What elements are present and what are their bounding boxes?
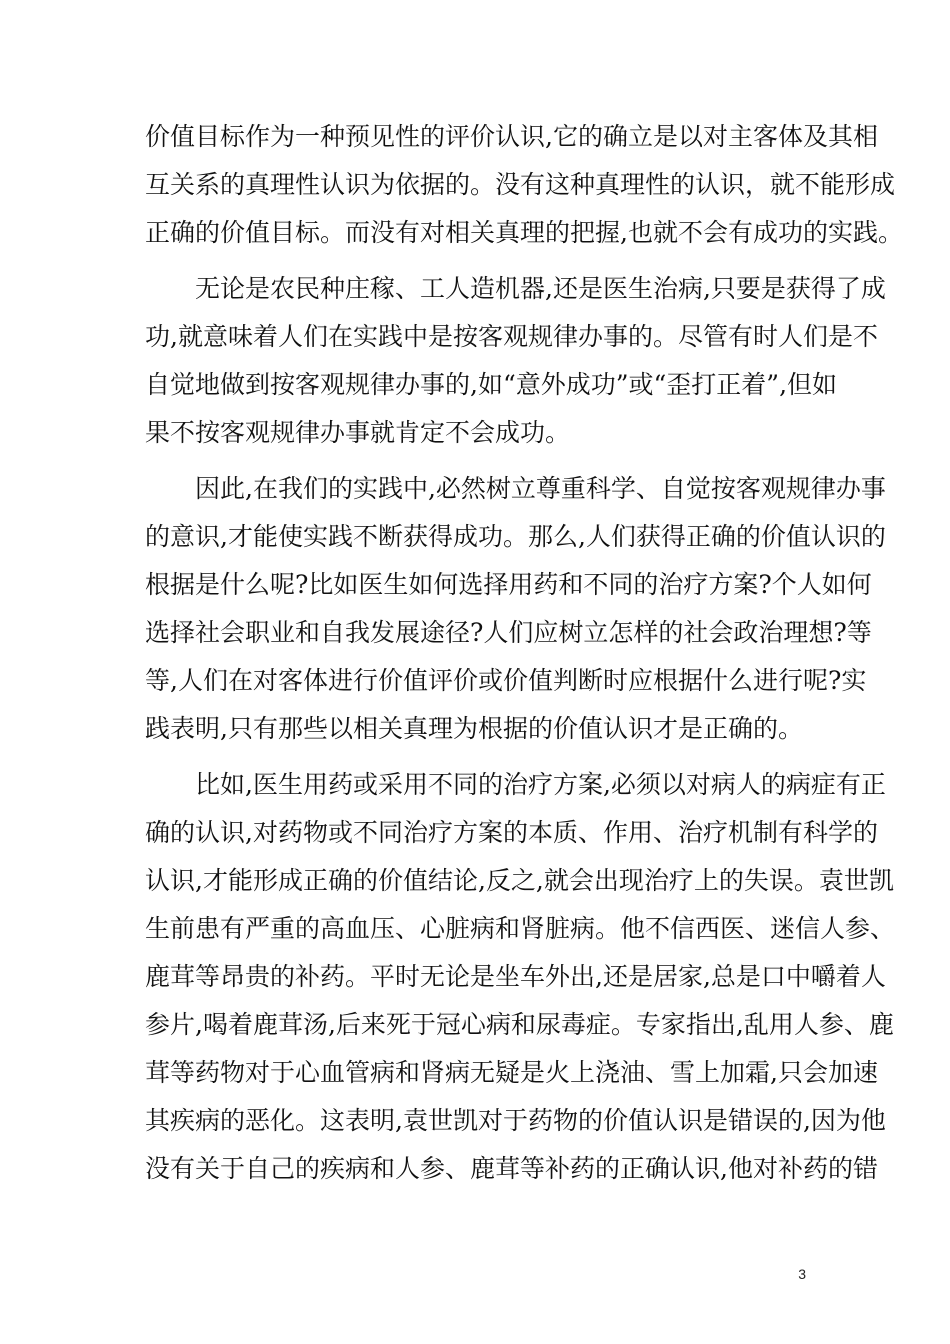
text-line: 正确的价值目标。而没有对相关真理的把握,也就不会有成功的实践。 <box>145 218 903 247</box>
text-line: 根据是什么呢?比如医生如何选择用药和不同的治疗方案?个人如何 <box>145 570 872 599</box>
text-line: 生前患有严重的高血压、心脏病和肾脏病。他不信西医、迷信人参、 <box>145 914 896 943</box>
page-number: 3 <box>798 1266 806 1282</box>
text-line: 因此,在我们的实践中,必然树立尊重科学、自觉按客观规律办事 <box>145 474 886 503</box>
text-line: 认识,才能形成正确的价值结论,反之,就会出现治疗上的失误。袁世凯 <box>145 866 894 895</box>
text-line: 无论是农民种庄稼、工人造机器,还是医生治病,只要是获得了成 <box>145 274 886 303</box>
text-line: 果不按客观规律办事就肯定不会成功。 <box>145 418 571 447</box>
text-line: 选择社会职业和自我发展途径?人们应树立怎样的社会政治理想?等 <box>145 618 872 647</box>
text-line: 比如,医生用药或采用不同的治疗方案,必须以对病人的病症有正 <box>145 770 886 799</box>
text-line: 参片,喝着鹿茸汤,后来死于冠心病和尿毒症。专家指出,乱用人参、鹿 <box>145 1010 894 1039</box>
text-line: 自觉地做到按客观规律办事的,如“意外成功”或“歪打正着”,但如 <box>145 370 838 399</box>
text-line: 互关系的真理性认识为依据的。没有这种真理性的认识，就不能形成 <box>145 170 896 199</box>
text-line: 鹿茸等昂贵的补药。平时无论是坐车外出,还是居家,总是口中嚼着人 <box>145 962 886 991</box>
text-line: 等,人们在对客体进行价值评价或价值判断时应根据什么进行呢?实 <box>145 666 867 695</box>
text-line: 价值目标作为一种预见性的评价认识,它的确立是以对主客体及其相 <box>145 122 878 151</box>
text-line: 践表明,只有那些以相关真理为根据的价值认识才是正确的。 <box>145 714 803 743</box>
text-line: 没有关于自己的疾病和人参、鹿茸等补药的正确认识,他对补药的错 <box>145 1154 878 1183</box>
text-line: 其疾病的恶化。这表明,袁世凯对于药物的价值认识是错误的,因为他 <box>145 1106 886 1135</box>
text-line: 功,就意味着人们在实践中是按客观规律办事的。尽管有时人们是不 <box>145 322 878 351</box>
text-line: 的意识,才能使实践不断获得成功。那么,人们获得正确的价值认识的 <box>145 522 886 551</box>
text-line: 确的认识,对药物或不同治疗方案的本质、作用、治疗机制有科学的 <box>145 818 878 847</box>
text-line: 茸等药物对于心血管病和肾病无疑是火上浇油、雪上加霜,只会加速 <box>145 1058 878 1087</box>
